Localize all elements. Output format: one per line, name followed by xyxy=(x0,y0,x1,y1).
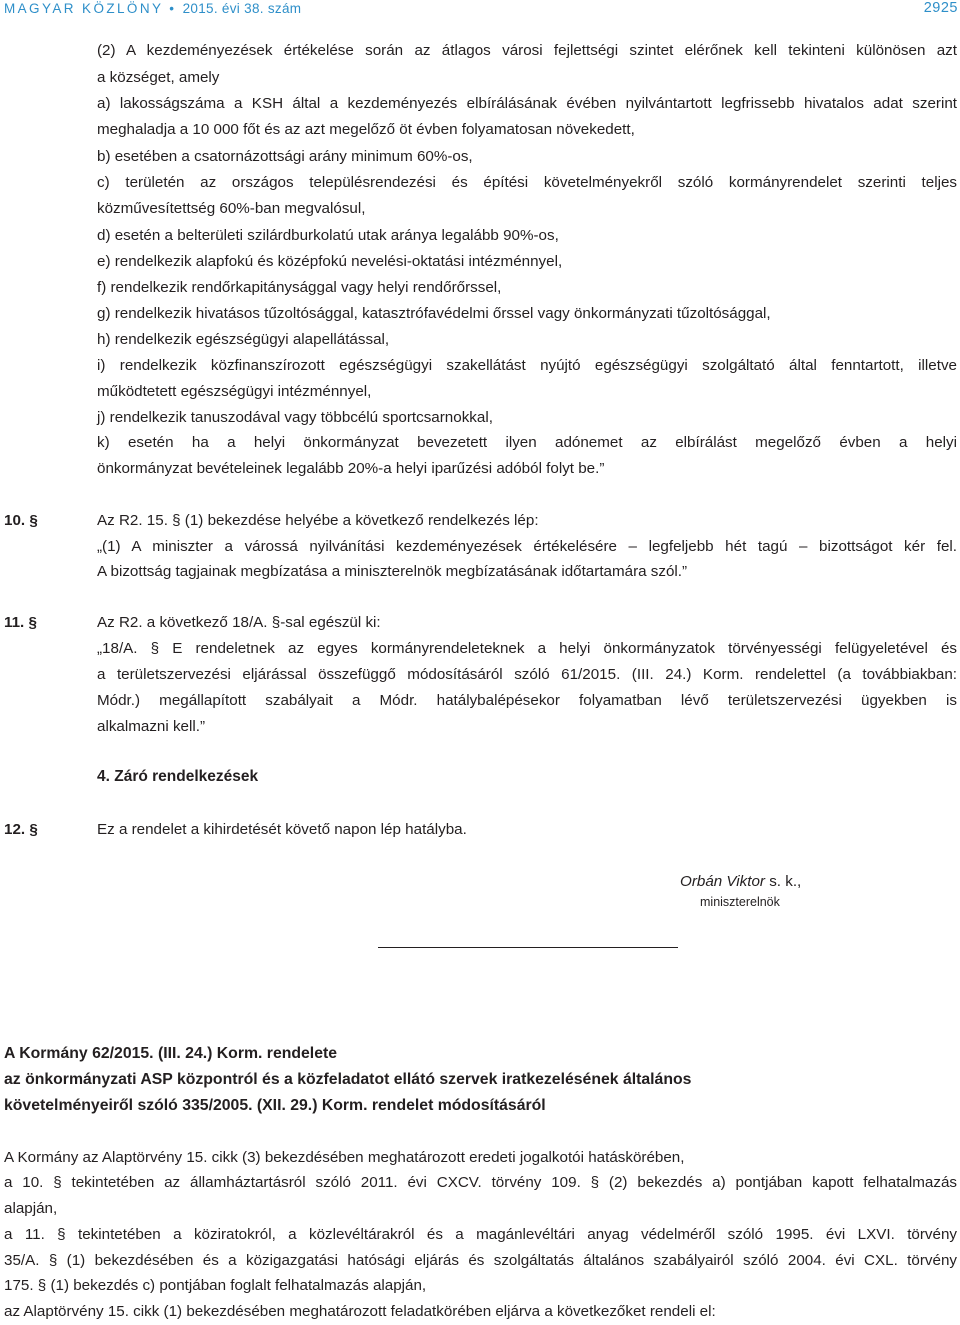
text-line: „18/A. § E rendeletnek az egyes kormányrendeleteknek a helyi önkormányzatok törvényességi felügyeletével és xyxy=(97,640,957,657)
text-line: működtetett egészségügyi intézménnyel, xyxy=(97,383,372,400)
signatory-name: Orbán Viktor xyxy=(680,873,765,890)
text-line: i) rendelkezik közfinanszírozott egészségügyi szakellátást nyújtó egészségügyi szolgáltató által fenntartott, illetve xyxy=(97,357,957,374)
text-line: alkalmazni kell.” xyxy=(97,718,206,735)
divider-line xyxy=(378,947,678,948)
signatory xyxy=(680,872,801,892)
text-line: a) lakosságszáma a KSH által a kezdeményezés elbírálásának évében nyilvántartott legfrissebb hivatalos adat szerint xyxy=(97,95,957,112)
text-line: k) esetén ha a helyi önkormányzat bevezetett ilyen adónemet az elbírálást megelőző évben a helyi xyxy=(97,434,957,451)
running-head xyxy=(4,1,301,16)
text-line: a 10. § tekintetében az államháztartásról szóló 2011. évi CXCV. törvény 109. § (2) bekezdés a) pontjában kapott felhatalmazás xyxy=(4,1174,957,1191)
issue-number: 2015. évi 38. szám xyxy=(182,1,302,16)
text-line: Ez a rendelet a kihirdetését követő napon lép hatályba. xyxy=(97,821,467,838)
page-number: 2925 xyxy=(923,0,958,16)
section-number: 12. § xyxy=(4,821,38,838)
text-line: önkormányzat bevételeinek legalább 20%-a helyi iparűzési adóból folyt be.” xyxy=(97,460,605,477)
signatory-suffix: s. k., xyxy=(764,873,802,890)
text-line: meghaladja a 10 000 főt és az azt megelőző öt évben folyamatosan növekedett, xyxy=(97,121,635,138)
text-line: Módr.) megállapított szabályait a Módr. hatálybalépésekor folyamatban lévő területszervezési ügyekben is xyxy=(97,692,957,709)
text-line: közművesítettség 60%-ban megvalósul, xyxy=(97,200,366,217)
page-header xyxy=(0,0,960,20)
title-line: az önkormányzati ASP központról és a közfeladatot ellátó szervek iratkezelésének általános xyxy=(4,1071,692,1088)
text-line: h) rendelkezik egészségügyi alapellátással, xyxy=(97,331,390,348)
text-line: Az R2. a következő 18/A. §-sal egészül ki: xyxy=(97,614,381,631)
text-line: j) rendelkezik tanuszodával vagy többcélú sportcsarnokkal, xyxy=(97,409,493,426)
bullet: • xyxy=(169,1,177,16)
text-line: a községet, amely xyxy=(97,69,220,86)
text-line: Az R2. 15. § (1) bekezdése helyébe a következő rendelkezés lép: xyxy=(97,512,539,529)
section-number: 11. § xyxy=(4,614,37,631)
text-line: alapján, xyxy=(4,1200,58,1217)
title-line: követelményeiről szóló 335/2005. (XII. 29.) Korm. rendelet módosításáról xyxy=(4,1097,546,1114)
text-line: az Alaptörvény 15. cikk (1) bekezdésében meghatározott feladatkörében eljárva a következőket rendeli el: xyxy=(4,1303,716,1320)
text-line: d) esetén a belterületi szilárdburkolatú utak aránya legalább 90%-os, xyxy=(97,227,559,244)
text-line: f) rendelkezik rendőrkapitánysággal vagy helyi rendőrőrssel, xyxy=(97,279,502,296)
text-line: g) rendelkezik hivatásos tűzoltósággal, katasztrófavédelmi őrssel vagy önkormányzati tűzoltósággal, xyxy=(97,305,771,322)
text-line: (2) A kezdeményezések értékelése során az átlagos városi fejlettségi szintet elérőnek kell tekinteni különösen azt xyxy=(97,42,957,59)
text-line: a 11. § tekintetében a köziratokról, a közlevéltárakról és a magánlevéltári anyag védelméről szóló 1995. évi LXVI. törvény xyxy=(4,1226,957,1243)
text-line: b) esetében a csatornázottsági arány minimum 60%-os, xyxy=(97,148,473,165)
section-number: 10. § xyxy=(4,512,38,529)
title-line: A Kormány 62/2015. (III. 24.) Korm. rendelete xyxy=(4,1045,338,1062)
text-line: e) rendelkezik alapfokú és középfokú nevelési-oktatási intézménnyel, xyxy=(97,253,563,270)
text-line: 35/A. § (1) bekezdésében és a közigazgatási hatósági eljárás és szolgáltatás általános szabályairól szóló 2004. évi CXL. törvény xyxy=(4,1252,957,1269)
text-line: A bizottság tagjainak megbízatása a miniszterelnök megbízatásának időtartamára szól.” xyxy=(97,563,688,580)
section-heading: 4. Záró rendelkezések xyxy=(97,768,259,785)
text-line: a területszervezési eljárással összefüggő módosításáról szóló 61/2015. (III. 24.) Korm. rendelettel (a továbbiakban: xyxy=(97,666,957,683)
signatory-role: miniszterelnök xyxy=(700,895,780,909)
text-line: 175. § (1) bekezdés c) pontjában foglalt felhatalmazás alapján, xyxy=(4,1277,427,1294)
publication-name: MAGYAR KÖZLÖNY xyxy=(4,1,164,16)
text-line: A Kormány az Alaptörvény 15. cikk (3) bekezdésében meghatározott eredeti jogalkotói hatáskörében, xyxy=(4,1149,685,1166)
text-line: „(1) A miniszter a várossá nyilvánítási kezdeményezések értékelésére – legfeljebb hét tagú – bizottságot kér fel. xyxy=(97,538,957,555)
text-line: c) területén az országos településrendezési és építési követelményekről szóló kormányrendelet szerinti teljes xyxy=(97,174,957,191)
